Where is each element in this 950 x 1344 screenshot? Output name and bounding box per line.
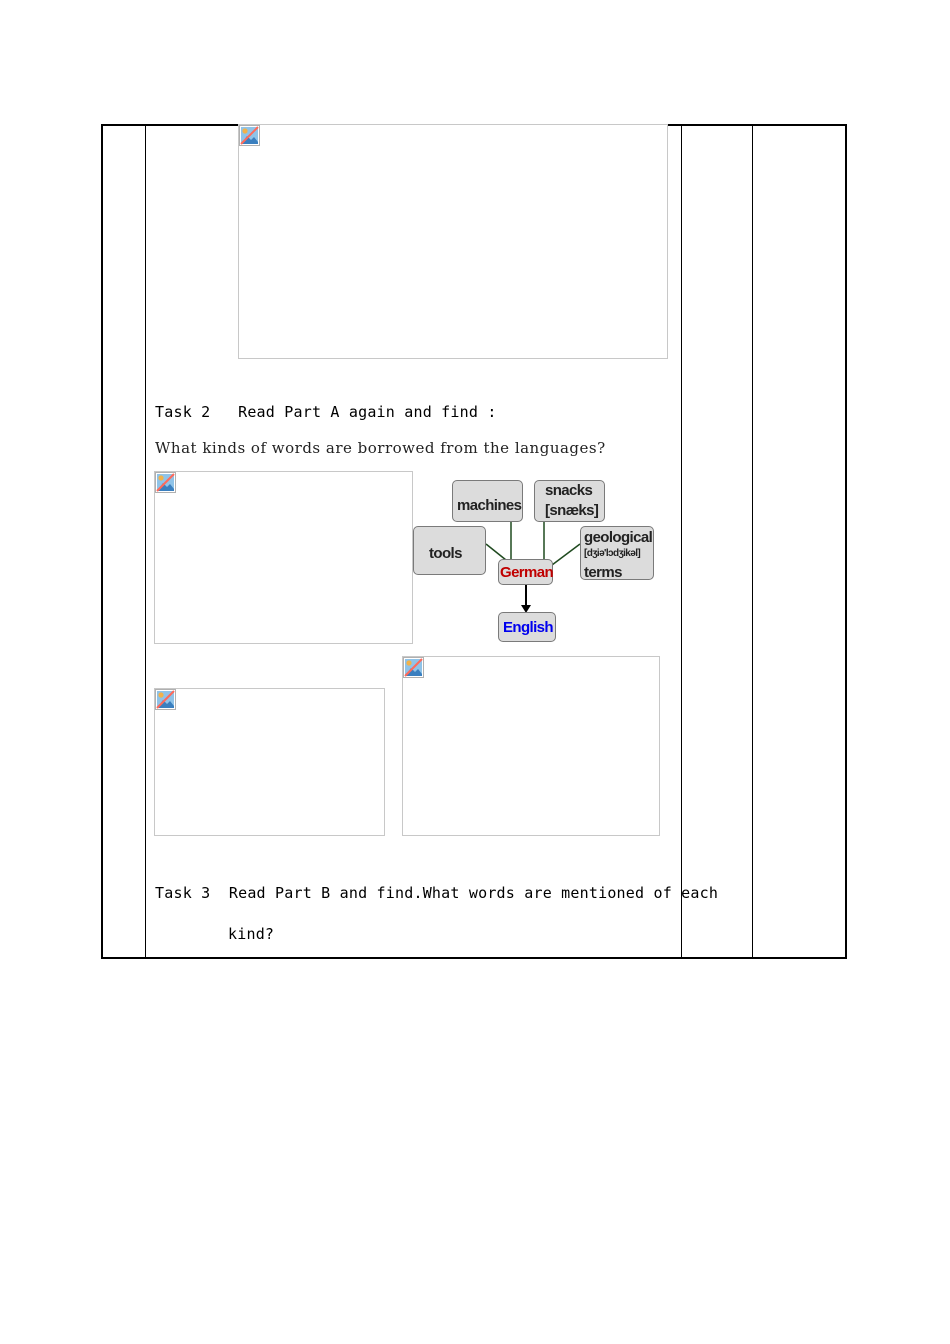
table-column-divider xyxy=(681,124,682,959)
task-3-text-continued: kind? xyxy=(228,925,275,943)
broken-image-icon xyxy=(155,689,176,710)
table-column-divider xyxy=(145,124,146,959)
broken-image-icon xyxy=(155,472,176,493)
task-2-question: What kinds of words are borrowed from the languages? xyxy=(155,439,606,457)
image-placeholder xyxy=(238,124,668,359)
node-geological-terms: geological [dʒiə'lɔdʒikəl] terms xyxy=(580,526,654,580)
node-english: English xyxy=(498,612,556,642)
task-2-label: Task 2 xyxy=(155,403,211,421)
node-machines: machines xyxy=(452,480,523,522)
task-2-heading xyxy=(155,403,497,421)
task-2-text: Read Part A again and find : xyxy=(238,403,497,421)
broken-image-icon xyxy=(403,657,424,678)
task-3-heading xyxy=(155,884,718,902)
node-german: German xyxy=(498,559,553,585)
borrowed-words-diagram xyxy=(412,478,662,648)
image-placeholder xyxy=(154,471,413,644)
node-snacks: snacks [snæks] xyxy=(534,480,605,522)
task-3-label: Task 3 xyxy=(155,884,211,902)
table-column-divider xyxy=(752,124,753,959)
broken-image-icon xyxy=(239,125,260,146)
image-placeholder xyxy=(402,656,660,836)
image-placeholder xyxy=(154,688,385,836)
node-tools: tools xyxy=(413,526,486,575)
task-3-text: Read Part B and find.What words are mentioned of each xyxy=(228,884,719,902)
